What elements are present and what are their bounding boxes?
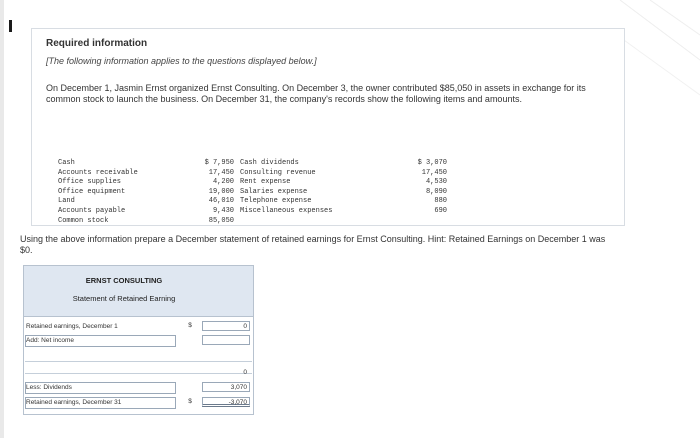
account-name: Consulting revenue	[240, 168, 316, 177]
net-income-label-input[interactable]: Add: Net income	[25, 335, 176, 347]
row-subtotal	[24, 366, 253, 380]
account-name: Telephone expense	[240, 197, 312, 206]
ending-amount: -3,070	[202, 397, 250, 407]
account-amount: 17,450	[208, 168, 234, 177]
account-amount: 19,000	[208, 187, 234, 196]
panel-note: [The following information applies to the questions displayed below.]	[46, 56, 317, 66]
problem-paragraph: On December 1, Jasmin Ernst organized Ernst Consulting. On December 3, the owner contributed $85,050 in assets in exchange for its common stock to launch the business. On December 31, the company's records show the following items and amounts.	[46, 83, 586, 104]
account-amount: 4,200	[212, 178, 234, 187]
dividends-amount-input[interactable]: 3,070	[202, 382, 250, 392]
instructions-text: Using the above information prepare a December statement of retained earnings for Ernst Consulting. Hint: Retained Earnings on December 1 was $0.	[20, 234, 606, 255]
ending-label-input[interactable]: Retained earnings, December 31	[25, 397, 176, 409]
beginning-label: Retained earnings, December 1	[26, 323, 118, 330]
account-name: Rent expense	[240, 178, 291, 187]
company-name: ERNST CONSULTING	[85, 276, 163, 285]
left-edge-bar	[0, 0, 4, 438]
accounts-right-names	[240, 159, 380, 217]
panel-title: Required information	[46, 38, 148, 49]
worksheet-header	[24, 266, 253, 317]
account-amount: $ 7,950	[204, 159, 234, 167]
account-name: Common stock	[58, 216, 109, 225]
currency-symbol: $	[188, 322, 192, 329]
blank-row[interactable]	[25, 350, 252, 362]
accounts-left-names	[58, 159, 178, 226]
net-income-amount-input[interactable]	[202, 335, 250, 345]
account-amount: 9,430	[212, 206, 234, 215]
account-name: Accounts payable	[58, 206, 126, 215]
account-name: Salaries expense	[240, 187, 308, 196]
row-net-income	[24, 334, 253, 348]
account-amount: 85,050	[208, 216, 234, 225]
row-beginning-retained-earnings	[24, 320, 253, 334]
account-amount: 880	[434, 197, 447, 206]
bookmark-icon[interactable]	[9, 20, 12, 32]
required-information-panel	[31, 28, 625, 226]
account-amount: $ 3,070	[417, 159, 447, 167]
dividends-label-input[interactable]: Less: Dividends	[25, 382, 176, 394]
account-name: Cash dividends	[240, 159, 299, 167]
account-name: Accounts receivable	[58, 168, 138, 177]
accounts-left-amounts	[192, 159, 234, 226]
accounts-right-amounts	[402, 159, 447, 217]
account-amount: 8,090	[425, 187, 447, 196]
account-name: Office equipment	[58, 187, 126, 196]
account-amount: 17,450	[421, 168, 447, 177]
retained-earnings-worksheet	[23, 265, 254, 415]
statement-title: Statement of Retained Earning	[72, 294, 176, 303]
account-name: Miscellaneous expenses	[240, 206, 333, 215]
account-amount: 690	[434, 206, 447, 215]
account-name: Office supplies	[58, 178, 122, 187]
currency-symbol: $	[188, 398, 192, 405]
row-dividends	[24, 381, 253, 395]
account-amount: 46,010	[208, 197, 234, 206]
beginning-amount-input[interactable]: 0	[202, 321, 250, 331]
account-amount: 4,530	[425, 178, 447, 187]
account-name: Cash	[58, 159, 75, 167]
row-ending-retained-earnings	[24, 396, 253, 410]
account-name: Land	[58, 197, 75, 206]
subtotal-amount: 0	[243, 369, 247, 376]
